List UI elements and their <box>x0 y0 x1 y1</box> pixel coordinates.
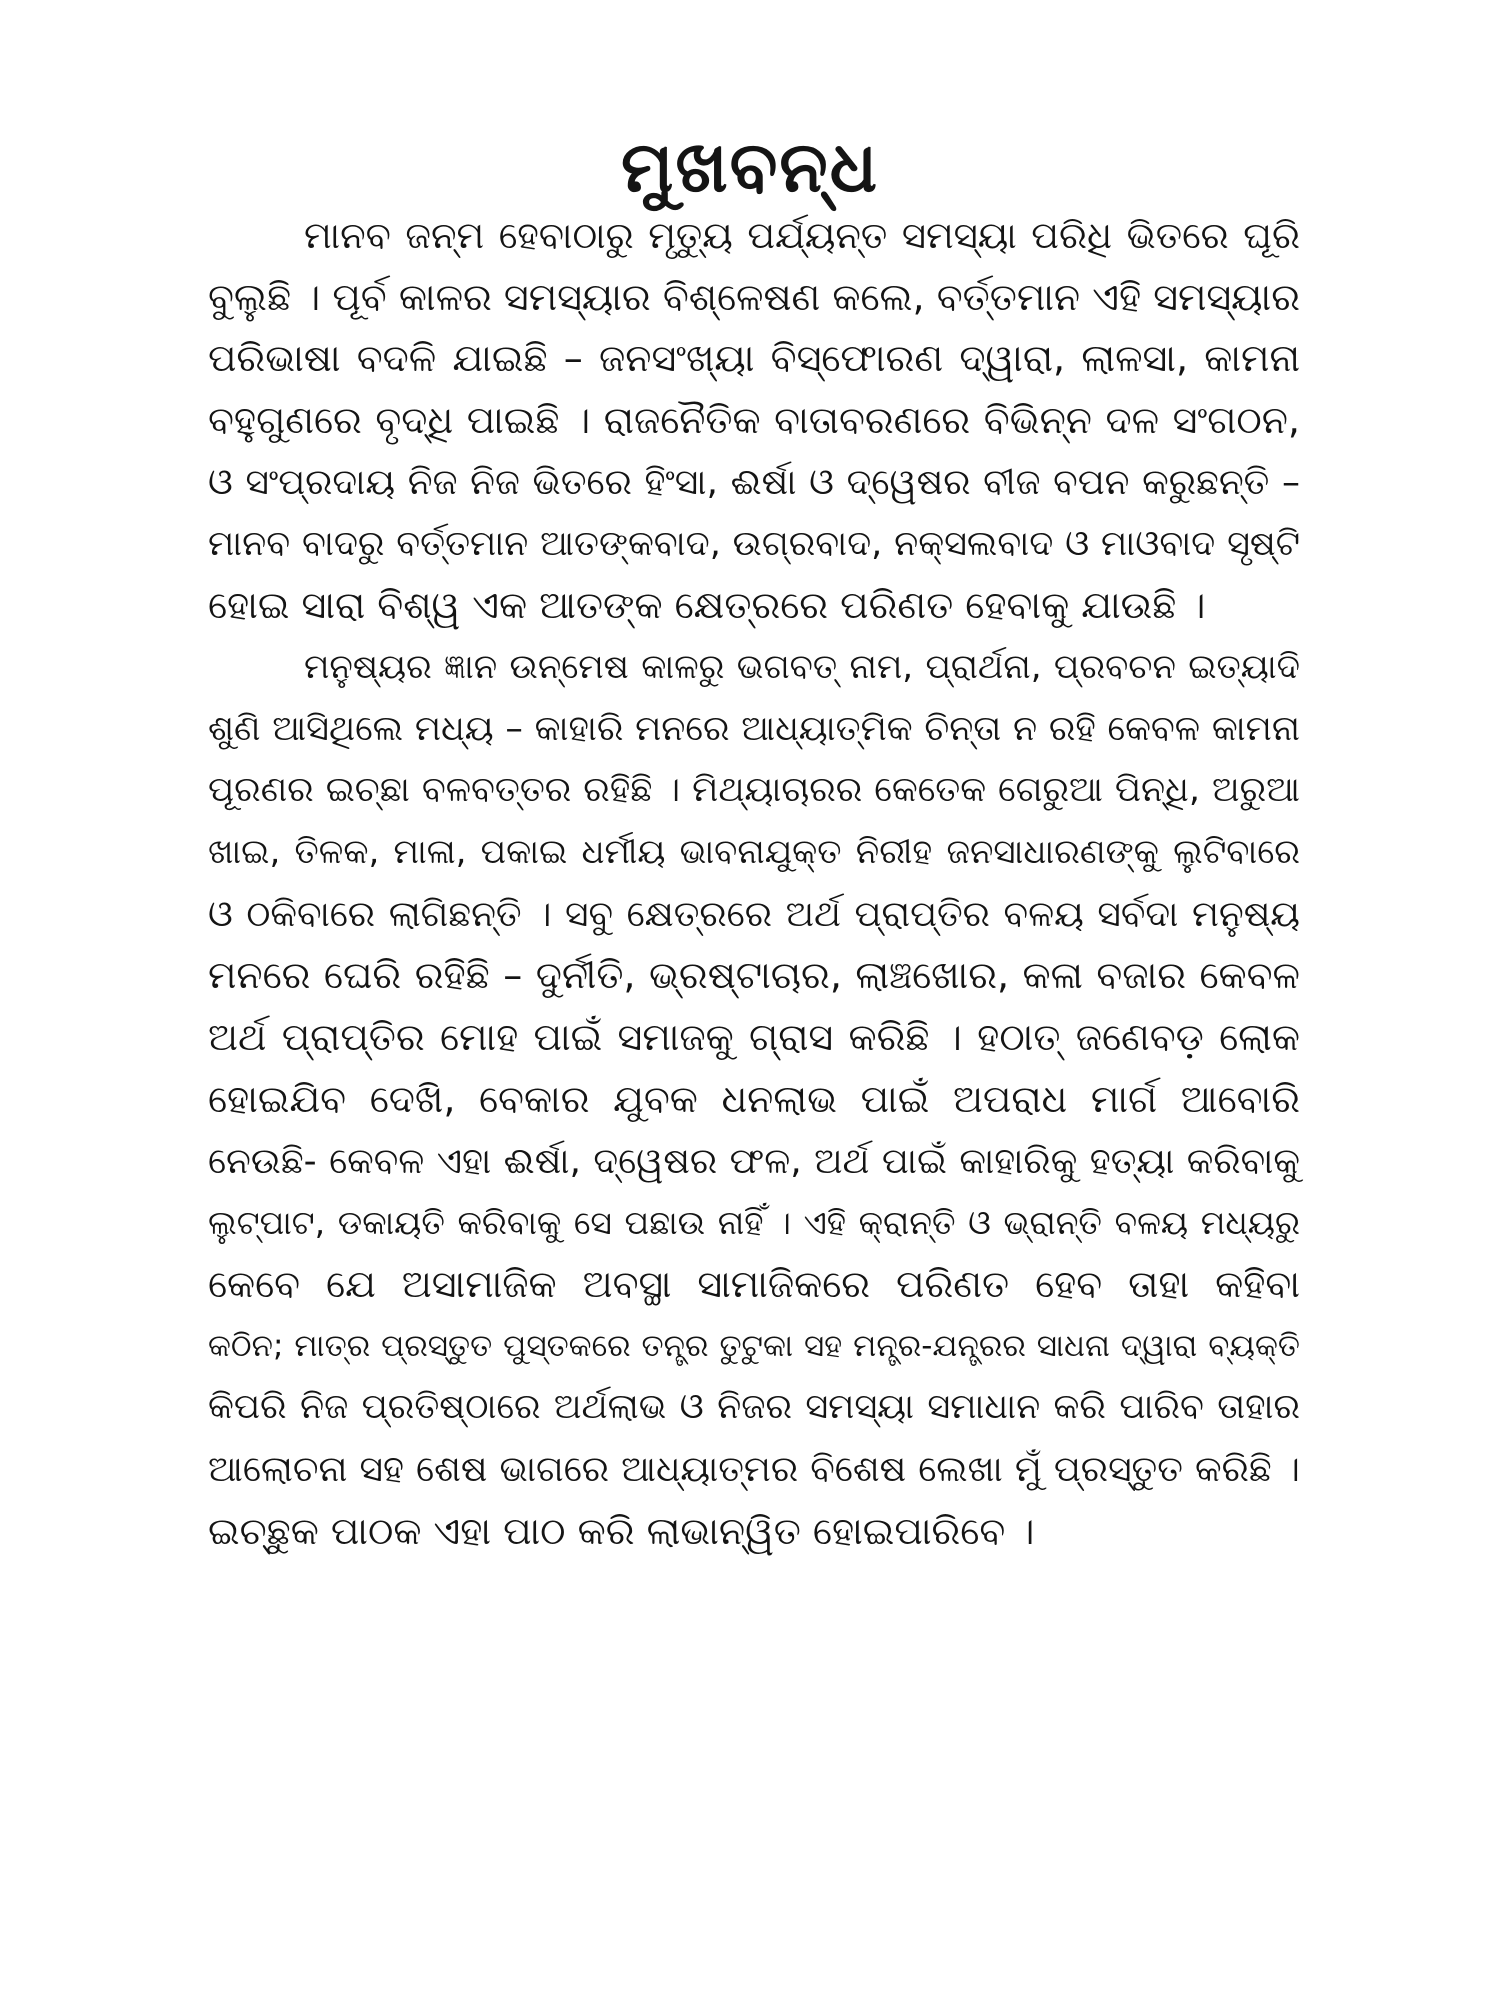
text-line: ବୁଲୁଛି । ପୂର୍ବ କାଳର ସମସ୍ୟାର ବିଶ୍ଳେଷଣ କଲେ, ବର୍ତ୍ତମାନ ଏହି ସମସ୍ୟାର <box>208 274 1300 319</box>
body-text <box>208 205 1300 1562</box>
paragraph <box>208 637 1300 1563</box>
text-line: ଓ ସଂପ୍ରଦାୟ ନିଜ ନିଜ ଭିତରେ ହିଂସା, ଈର୍ଷା ଓ ଦ୍ୱେଷର ବୀଜ ବପନ କରୁଛନ୍ତି – <box>208 461 1300 503</box>
text-line: ମନୁଷ୍ୟର ଜ୍ଞାନ ଉନ୍ମେଷ କାଳରୁ ଭଗବତ୍ ନାମ, ପ୍ରାର୍ଥନା, ପ୍ରବଚନ ଇତ୍ୟାଦି <box>304 646 1300 687</box>
text-line: ଖାଇ, ତିଳକ, ମାଳା, ପକାଇ ଧର୍ମୀୟ ଭାବନାଯୁକ୍ତ ନିରୀହ ଜନସାଧାରଣଙ୍କୁ ଲୁଟିବାରେ <box>208 832 1300 873</box>
text-line: ହୋଇଯିବ ଦେଖି, ବେକାର ଯୁବକ ଧନଲାଭ ପାଇଁ ଅପରାଧ ମାର୍ଗ ଆବୋରି <box>208 1076 1300 1121</box>
text-line: ଅର୍ଥ ପ୍ରାପ୍ତିର ମୋହ ପାଇଁ ସମାଜକୁ ଗ୍ରାସ କରିଛି । ହଠାତ୍ ଜଣେବଡ଼ ଲୋକ <box>208 1015 1300 1060</box>
paragraph <box>208 205 1300 637</box>
text-line: ପରିଭାଷା ବଦଳି ଯାଇଛି – ଜନସଂଖ୍ୟା ବିସ୍ଫୋରଣ ଦ୍ୱାରା, ଲାଳସା, କାମନା <box>208 336 1300 381</box>
text-line: ଆଲୋଚନା ସହ ଶେଷ ଭାଗରେ ଆଧ୍ୟାତ୍ମର ବିଶେଷ ଲେଖା ମୁଁ ପ୍ରସ୍ତୁତ କରିଛି । <box>208 1449 1300 1491</box>
text-line: ମାନବ ଜନ୍ମ ହେବାଠାରୁ ମୃତ୍ୟୁ ପର୍ଯ୍ୟନ୍ତ ସମସ୍ୟା ପରିଧି ଭିତରେ ଘୂରି <box>304 214 1300 257</box>
page-title: ମୁଖବନ୍ଧ <box>620 126 880 208</box>
text-line: ହୋଇ ସାରା ବିଶ୍ୱ ଏକ ଆତଙ୍କ କ୍ଷେତ୍ରରେ ପରିଣତ ହେବାକୁ ଯାଉଛି । <box>208 583 1206 628</box>
text-line: ଲୁଟ୍‌ପାଟ, ଡକାୟତି କରିବାକୁ ସେ ପଛାଉ ନାହିଁ । ଏହି କ୍ରାନ୍ତି ଓ ଭ୍ରାନ୍ତି ବଳୟ ମଧ୍ୟରୁ <box>208 1203 1300 1243</box>
text-line: କେବେ ଯେ ଅସାମାଜିକ ଅବସ୍ଥା ସାମାଜିକରେ ପରିଣତ ହେବ ତାହା କହିବା <box>208 1261 1300 1306</box>
text-line: ମନରେ ଘେରି ରହିଛି – ଦୁର୍ନୀତି, ଭ୍ରଷ୍ଟାଚାର, ଲାଞ୍ଚଖୋର, କଳା ବଜାର କେବଳ <box>208 953 1300 998</box>
text-line: କଠିନ; ମାତ୍ର ପ୍ରସ୍ତୁତ ପୁସ୍ତକରେ ତନ୍ତ୍ର ତୁଟୁକା ସହ ମନ୍ତ୍ର-ଯନ୍ତ୍ରର ସାଧନା ଦ୍ୱାରା ବ୍ୟକ୍ତି <box>208 1327 1300 1364</box>
text-line: ମାନବ ବାଦରୁ ବର୍ତ୍ତମାନ ଆତଙ୍କବାଦ, ଉଗ୍ରବାଦ, ନକ୍ସଲବାଦ ଓ ମାଓବାଦ ସୃଷ୍ଟି <box>208 523 1300 564</box>
text-line: କିପରି ନିଜ ପ୍ରତିଷ୍ଠାରେ ଅର୍ଥଲାଭ ଓ ନିଜର ସମସ୍ୟା ସମାଧାନ କରି ପାରିବ ତାହାର <box>208 1387 1300 1428</box>
text-line: ପୂରଣର ଇଚ୍ଛା ବଳବତ୍ତର ରହିଛି । ମିଥ୍ୟାଚାରର କେତେକ ଗେରୁଆ ପିନ୍ଧି, ଅରୁଆ <box>208 770 1300 811</box>
text-line: ଓ ଠକିବାରେ ଲାଗିଛନ୍ତି । ସବୁ କ୍ଷେତ୍ରରେ ଅର୍ଥ ପ୍ରାପ୍ତିର ବଳୟ ସର୍ବଦା ମନୁଷ୍ୟ <box>208 893 1300 935</box>
text-line: ବହୁଗୁଣରେ ବୃଦ୍ଧି ପାଇଛି । ରାଜନୈତିକ ବାତାବରଣରେ ବିଭିନ୍ନ ଦଳ ସଂଗଠନ, <box>208 398 1300 443</box>
text-line: ନେଉଛି- କେବଳ ଏହା ଈର୍ଷା, ଦ୍ୱେଷର ଫଳ, ଅର୍ଥ ପାଇଁ କାହାରିକୁ ହତ୍ୟା କରିବାକୁ <box>208 1140 1300 1182</box>
text-line: ଶୁଣି ଆସିଥିଲେ ମଧ୍ୟ – କାହାରି ମନରେ ଆଧ୍ୟାତ୍ମିକ ଚିନ୍ତା ନ ରହି କେବଳ କାମନା <box>208 708 1300 749</box>
text-line: ଇଚ୍ଛୁକ ପାଠକ ଏହା ପାଠ କରି ଲାଭାନ୍ୱିତ ହୋଇପାରିବେ । <box>208 1508 1035 1553</box>
